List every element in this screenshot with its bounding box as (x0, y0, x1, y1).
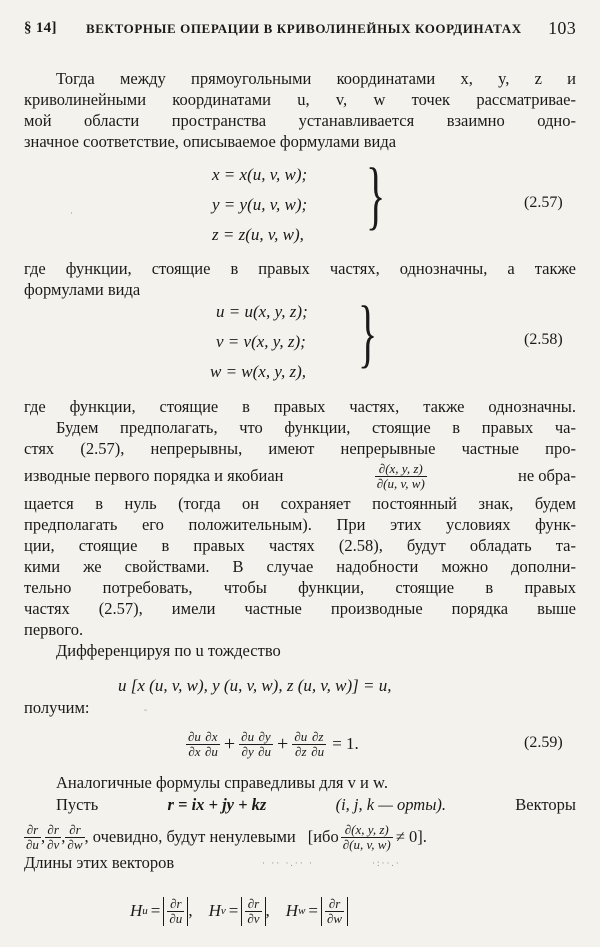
numerator: ∂y (256, 730, 273, 745)
text-line: Длины этих векторов (24, 853, 175, 872)
jacobian-fraction (341, 823, 393, 852)
fraction (24, 823, 41, 852)
page-number: 103 (548, 18, 576, 38)
equation-line: v = v(x, y, z); (216, 332, 306, 351)
equation-number: (2.58) (524, 331, 563, 348)
right-brace: } (358, 289, 378, 376)
paragraph-8 (24, 794, 576, 815)
paragraph-4 (24, 417, 576, 640)
equation-line: z = z(u, v, w), (212, 225, 304, 244)
text-line: где функции, стоящие в правых частях, однозначны, а также (24, 259, 576, 278)
subscript: w (298, 905, 306, 917)
denominator: ∂u (26, 836, 39, 852)
numerator: ∂u (241, 728, 255, 744)
text-line: частях (2.57), имели частные производные порядка выше (24, 599, 576, 618)
text-fragment: ≠ 0]. (395, 827, 427, 846)
subscript: v (220, 905, 226, 917)
fraction-numerator: ∂(x, y, z) (375, 462, 427, 477)
section-ref: § 14] (24, 20, 57, 36)
numerator: ∂r (245, 897, 261, 912)
text-line: получим: (24, 698, 90, 717)
text-line: стях (2.57), непрерывны, имеют непрерывные частные про- (24, 439, 576, 458)
fraction (186, 730, 203, 759)
denominator: ∂y (241, 743, 254, 759)
text-line: где функции, стоящие в правых частях, также однозначны. (24, 397, 576, 416)
lame-symbol: H (285, 901, 299, 920)
page-header (24, 18, 576, 44)
numerator: ∂(x, y, z) (341, 823, 393, 838)
equation-line: w = w(x, y, z), (210, 362, 306, 381)
fraction-denominator: ∂(u, v, w) (376, 475, 425, 491)
text-line: первого. (24, 620, 84, 639)
paragraph-3 (24, 396, 576, 417)
denominator: ∂w (67, 836, 83, 852)
text-line: Аналогичные формулы справедливы для v и w. (56, 773, 388, 792)
text-line: тельно потребовать, чтобы функции, стоящие в правых (24, 578, 576, 597)
equals-sign: = (150, 901, 161, 920)
denominator: ∂(u, v, w) (342, 836, 391, 852)
equation-rhs: = 1. (332, 734, 359, 753)
text-line: ции, стоящие в правых частях (2.58), будут обладать та- (24, 536, 576, 555)
text-line: значное соответствие, описываемое формулами вида (24, 132, 397, 151)
denominator: ∂x (188, 743, 201, 759)
absolute-value (241, 897, 265, 926)
text-fragment: изводные первого порядка и якобиан (24, 466, 284, 485)
text-line: Тогда между прямоугольными координатами x, y, z и (56, 69, 576, 88)
fraction (325, 897, 344, 926)
text-fragment: Векторы (515, 795, 576, 814)
fraction (65, 823, 84, 852)
denominator: ∂u (204, 743, 218, 759)
lame-symbol: H (208, 901, 221, 920)
text-fragment: [ибо (307, 827, 339, 846)
fraction (256, 730, 273, 759)
numerator: ∂x (203, 730, 220, 745)
equals-sign: = (308, 901, 318, 920)
fraction (245, 897, 261, 926)
identity-equation: u [x (u, v, w), y (u, v, w), z (u, v, w)] = u, (118, 676, 392, 695)
numerator: ∂z (309, 730, 326, 745)
lame-coefficients (130, 888, 348, 934)
lame-symbol: H (130, 901, 143, 920)
paragraph-2 (24, 258, 576, 300)
text-line: кими же свойствами. В случае надобности можно дополни- (24, 557, 576, 576)
numerator: ∂u (294, 728, 308, 744)
comma: , (40, 827, 46, 846)
text-line: формулами вида (24, 280, 141, 299)
fraction (239, 730, 256, 759)
text-fragment: (i, j, k — орты). (335, 795, 446, 814)
running-title: ВЕКТОРНЫЕ ОПЕРАЦИИ В КРИВОЛИНЕЙНЫХ КООРДИНАТАХ (86, 21, 522, 36)
text-line: щается в нуль (тогда он сохраняет постоянный знак, будем (24, 494, 576, 513)
text-fragment: не обра- (517, 466, 576, 485)
paragraph-9 (24, 818, 576, 856)
numerator: ∂r (24, 823, 41, 838)
numerator: ∂r (167, 897, 184, 912)
equation-line: u = u(x, y, z); (216, 302, 308, 321)
text-fragment: , очевидно, будут ненулевыми (84, 827, 296, 846)
comma: , (265, 901, 270, 920)
equation-number: (2.57) (524, 194, 563, 211)
denominator: ∂u (258, 743, 272, 759)
fraction (45, 823, 61, 852)
text-line: предполагать его положительным). При этих условиях функ- (24, 515, 576, 534)
jacobian-line (24, 459, 576, 493)
denominator: ∂u (311, 743, 325, 759)
denominator: ∂v (47, 836, 60, 852)
print-speck: · (70, 208, 75, 218)
fraction (309, 730, 326, 759)
absolute-value (321, 897, 348, 926)
denominator: ∂v (247, 910, 260, 926)
numerator: ∂u (188, 728, 201, 744)
text-line: Будем предполагать, что функции, стоящие в правых ча- (56, 418, 576, 437)
fraction (292, 730, 309, 759)
equation-number: (2.59) (524, 734, 563, 751)
paragraph-5 (24, 640, 576, 661)
fraction (167, 897, 184, 926)
equals-sign: = (228, 901, 239, 920)
plus-sign: + (277, 732, 289, 755)
text-line: мой области пространства устанавливается взаимно одно- (24, 111, 576, 130)
equation-2-59 (186, 724, 359, 764)
paragraph-7 (24, 772, 576, 793)
paragraph-1 (24, 68, 576, 152)
numerator: ∂r (325, 897, 344, 912)
text-line: криволинейными координатами u, v, w точек рассматривае- (24, 90, 576, 109)
fraction (203, 730, 220, 759)
paragraph-6 (24, 697, 576, 718)
plus-sign: + (223, 732, 236, 755)
text-fragment: Пусть (56, 795, 99, 814)
print-speck: ˘ (144, 708, 149, 718)
right-brace: } (366, 151, 386, 238)
numerator: ∂r (65, 823, 84, 838)
denominator: ∂z (295, 743, 307, 759)
text-line: Дифференцируя по u тождество (56, 641, 281, 660)
absolute-value (163, 897, 188, 926)
print-speck: ·:··.· (372, 858, 401, 868)
subscript: u (142, 905, 148, 917)
jacobian-fraction (375, 462, 427, 491)
print-speck: · ·· ·.·· · (262, 858, 314, 868)
equation-line: y = y(u, v, w); (212, 195, 308, 214)
numerator: ∂r (45, 823, 61, 838)
denominator: ∂w (327, 910, 343, 926)
denominator: ∂u (169, 910, 183, 926)
equation-line: x = x(u, v, w); (212, 165, 308, 184)
comma: , (61, 827, 66, 846)
comma: , (188, 901, 193, 920)
radius-vector-formula: r = ix + jy + kz (167, 795, 267, 814)
